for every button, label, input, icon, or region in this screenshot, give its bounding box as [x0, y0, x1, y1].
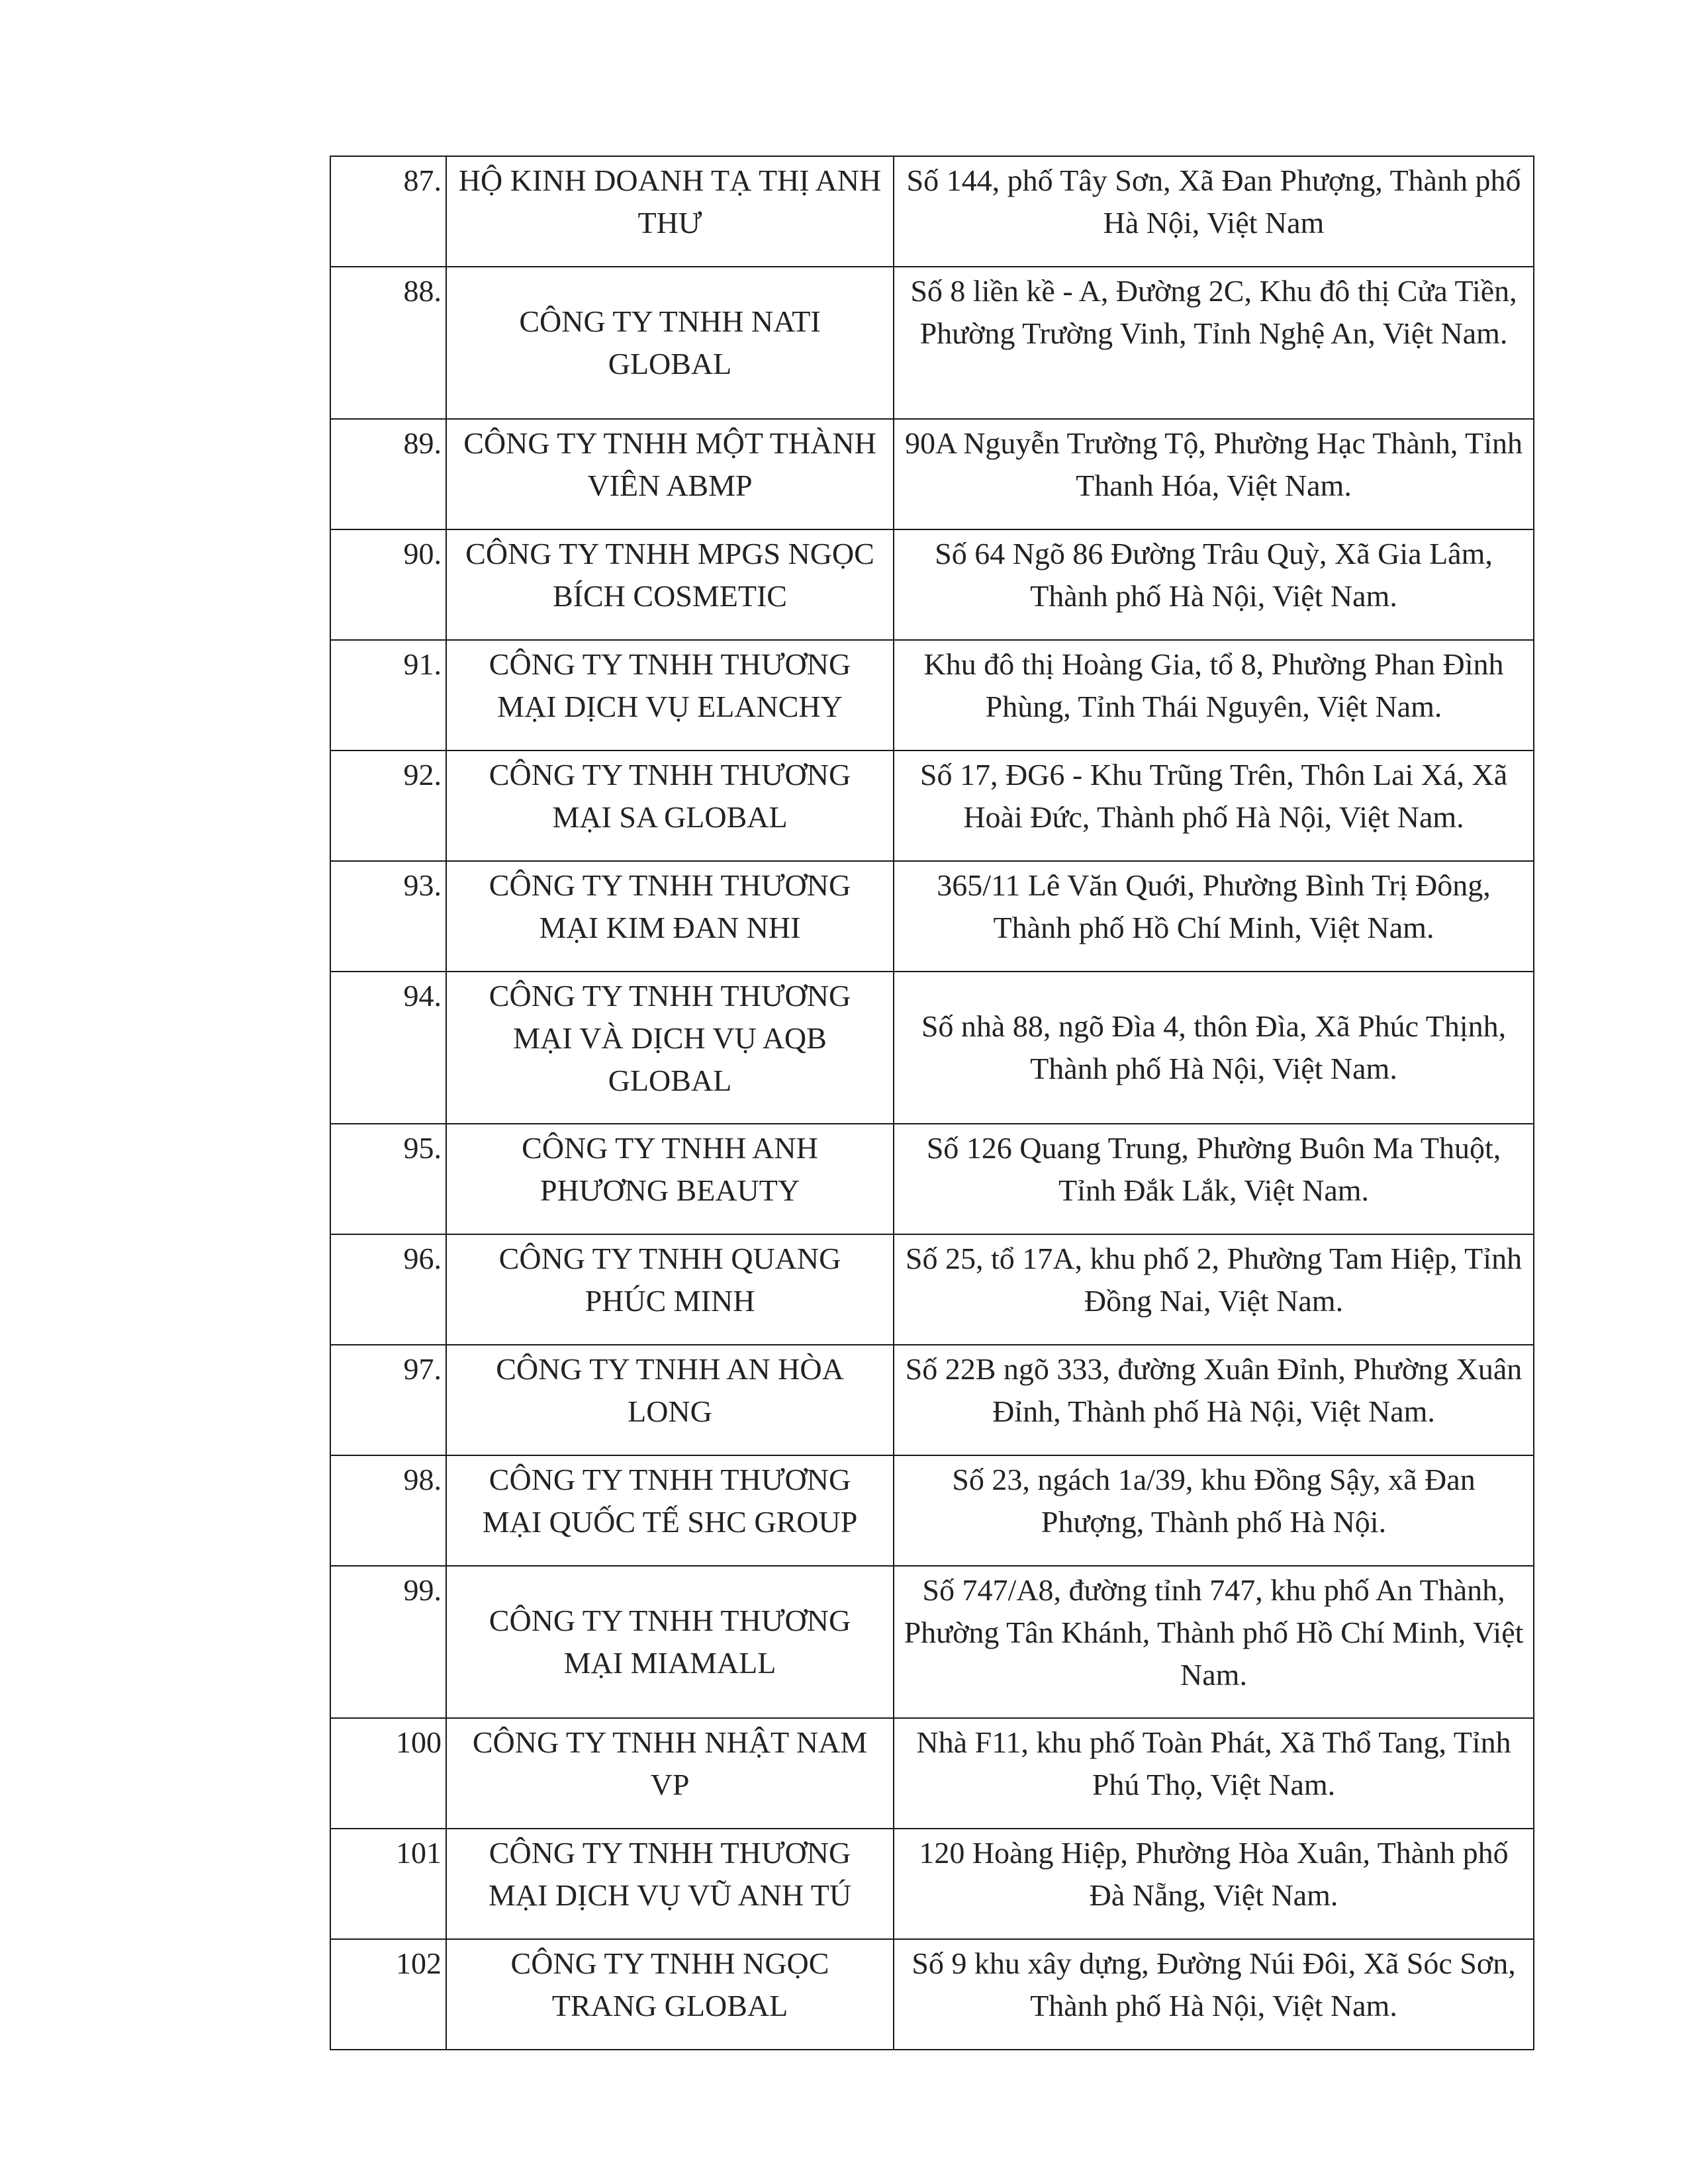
- company-address: Số nhà 88, ngõ Đìa 4, thôn Đìa, Xã Phúc Thịnh, Thành phố Hà Nội, Việt Nam.: [894, 972, 1534, 1124]
- table-row: [330, 156, 1534, 267]
- row-number: 97.: [330, 1345, 446, 1455]
- company-address: Số 64 Ngõ 86 Đường Trâu Quỳ, Xã Gia Lâm, Thành phố Hà Nội, Việt Nam.: [894, 529, 1534, 640]
- table-row: [330, 1124, 1534, 1234]
- table-row: [330, 640, 1534, 751]
- company-address: 365/11 Lê Văn Quới, Phường Bình Trị Đông, Thành phố Hồ Chí Minh, Việt Nam.: [894, 861, 1534, 972]
- company-address: Khu đô thị Hoàng Gia, tổ 8, Phường Phan Đình Phùng, Tỉnh Thái Nguyên, Việt Nam.: [894, 640, 1534, 751]
- row-number: 91.: [330, 640, 446, 751]
- row-number: 101: [330, 1829, 446, 1939]
- company-address: Số 22B ngõ 333, đường Xuân Đỉnh, Phường Xuân Đỉnh, Thành phố Hà Nội, Việt Nam.: [894, 1345, 1534, 1455]
- row-number: 90.: [330, 529, 446, 640]
- table-row: [330, 1345, 1534, 1455]
- company-name: HỘ KINH DOANH TẠ THỊ ANH THƯ: [446, 156, 894, 267]
- company-name: CÔNG TY TNHH THƯƠNG MẠI KIM ĐAN NHI: [446, 861, 894, 972]
- row-number: 99.: [330, 1566, 446, 1718]
- table-row: [330, 419, 1534, 529]
- company-address: Số 25, tổ 17A, khu phố 2, Phường Tam Hiệp, Tỉnh Đồng Nai, Việt Nam.: [894, 1234, 1534, 1345]
- company-address: Số 9 khu xây dựng, Đường Núi Đôi, Xã Sóc Sơn, Thành phố Hà Nội, Việt Nam.: [894, 1939, 1534, 2050]
- company-address: 90A Nguyễn Trường Tộ, Phường Hạc Thành, Tỉnh Thanh Hóa, Việt Nam.: [894, 419, 1534, 529]
- company-address: Số 23, ngách 1a/39, khu Đồng Sậy, xã Đan Phượng, Thành phố Hà Nội.: [894, 1455, 1534, 1566]
- row-number: 102: [330, 1939, 446, 2050]
- company-name: CÔNG TY TNHH MỘT THÀNH VIÊN ABMP: [446, 419, 894, 529]
- company-address: Nhà F11, khu phố Toàn Phát, Xã Thổ Tang, Tỉnh Phú Thọ, Việt Nam.: [894, 1718, 1534, 1829]
- company-name: CÔNG TY TNHH QUANG PHÚC MINH: [446, 1234, 894, 1345]
- table-row: [330, 861, 1534, 972]
- table-row: [330, 1718, 1534, 1829]
- table-row: [330, 1234, 1534, 1345]
- table-row: [330, 529, 1534, 640]
- table-row: [330, 1455, 1534, 1566]
- company-address: Số 8 liền kề - A, Đường 2C, Khu đô thị Cửa Tiền, Phường Trường Vinh, Tỉnh Nghệ An, Việt Nam.: [894, 267, 1534, 419]
- company-name: CÔNG TY TNHH MPGS NGỌC BÍCH COSMETIC: [446, 529, 894, 640]
- row-number: 96.: [330, 1234, 446, 1345]
- table-row: [330, 972, 1534, 1124]
- company-name: CÔNG TY TNHH NHẬT NAM VP: [446, 1718, 894, 1829]
- company-name: CÔNG TY TNHH AN HÒA LONG: [446, 1345, 894, 1455]
- company-name: CÔNG TY TNHH THƯƠNG MẠI VÀ DỊCH VỤ AQB GLOBAL: [446, 972, 894, 1124]
- row-number: 94.: [330, 972, 446, 1124]
- row-number: 92.: [330, 751, 446, 861]
- company-name: CÔNG TY TNHH THƯƠNG MẠI DỊCH VỤ ELANCHY: [446, 640, 894, 751]
- company-name: CÔNG TY TNHH THƯƠNG MẠI MIAMALL: [446, 1566, 894, 1718]
- table-row: [330, 1939, 1534, 2050]
- row-number: 89.: [330, 419, 446, 529]
- row-number: 93.: [330, 861, 446, 972]
- table-row: [330, 267, 1534, 419]
- company-name: CÔNG TY TNHH THƯƠNG MẠI SA GLOBAL: [446, 751, 894, 861]
- row-number: 88.: [330, 267, 446, 419]
- company-name: CÔNG TY TNHH NATI GLOBAL: [446, 267, 894, 419]
- row-number: 95.: [330, 1124, 446, 1234]
- table-row: [330, 1829, 1534, 1939]
- company-address: Số 144, phố Tây Sơn, Xã Đan Phượng, Thành phố Hà Nội, Việt Nam: [894, 156, 1534, 267]
- row-number: 98.: [330, 1455, 446, 1566]
- company-name: CÔNG TY TNHH NGỌC TRANG GLOBAL: [446, 1939, 894, 2050]
- company-name: CÔNG TY TNHH THƯƠNG MẠI DỊCH VỤ VŨ ANH TÚ: [446, 1829, 894, 1939]
- row-number: 87.: [330, 156, 446, 267]
- table-row: [330, 1566, 1534, 1718]
- company-address: Số 17, ĐG6 - Khu Trũng Trên, Thôn Lai Xá, Xã Hoài Đức, Thành phố Hà Nội, Việt Nam.: [894, 751, 1534, 861]
- company-name: CÔNG TY TNHH ANH PHƯƠNG BEAUTY: [446, 1124, 894, 1234]
- row-number: 100: [330, 1718, 446, 1829]
- table-row: [330, 751, 1534, 861]
- company-table: [330, 156, 1534, 2050]
- company-address: Số 126 Quang Trung, Phường Buôn Ma Thuột, Tỉnh Đắk Lắk, Việt Nam.: [894, 1124, 1534, 1234]
- company-name: CÔNG TY TNHH THƯƠNG MẠI QUỐC TẾ SHC GROUP: [446, 1455, 894, 1566]
- company-address: Số 747/A8, đường tỉnh 747, khu phố An Thành, Phường Tân Khánh, Thành phố Hồ Chí Minh, Việt Nam.: [894, 1566, 1534, 1718]
- company-address: 120 Hoàng Hiệp, Phường Hòa Xuân, Thành phố Đà Nẵng, Việt Nam.: [894, 1829, 1534, 1939]
